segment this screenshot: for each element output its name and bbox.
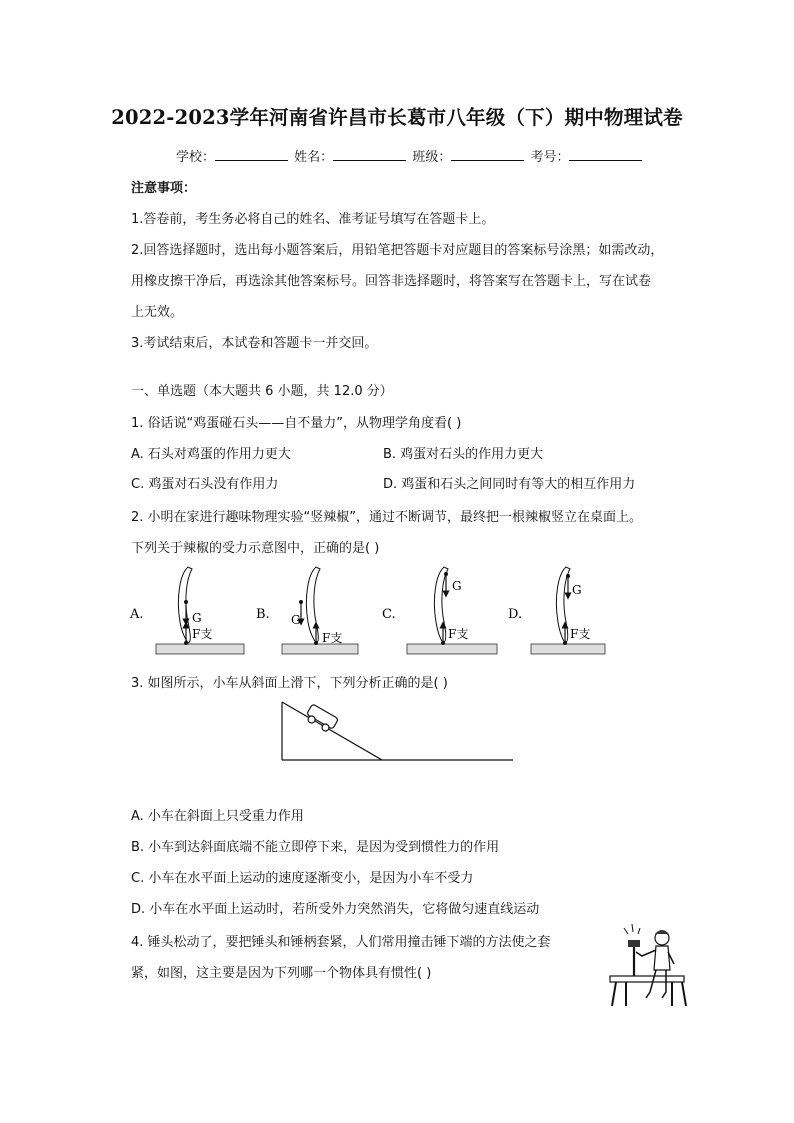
gravity-label: G xyxy=(291,613,301,627)
q2-stem-1: 2. 小明在家进行趣味物理实验“竖辣椒”，通过不断调节，最终把一根辣椒竖立在桌面上。 xyxy=(131,510,643,525)
support-label: F支 xyxy=(570,627,591,641)
person-hair xyxy=(655,930,669,934)
q2-label-b: B. xyxy=(256,607,270,622)
person-arm xyxy=(636,950,656,956)
pepper-shape xyxy=(178,567,192,643)
bench-leg xyxy=(612,982,616,1006)
gravity-point xyxy=(184,600,188,604)
q2-label-c: C. xyxy=(382,607,396,622)
gravity-point xyxy=(444,572,448,576)
bench-leg xyxy=(682,982,686,1006)
support-label: F支 xyxy=(448,627,469,641)
notice-item-2: 2.回答选择题时，选出每小题答案后，用铅笔把答题卡对应题目的答案标号涂黑；如需改动， xyxy=(131,243,664,258)
motion-lines xyxy=(624,924,640,934)
name-label: 姓名： xyxy=(294,150,334,165)
person-legs xyxy=(646,970,666,998)
notice-item-1: 1.答卷前，考生务必将自己的姓名、准考证号填写在答题卡上。 xyxy=(131,212,495,227)
notice-item-3: 3.考试结束后，本试卷和答题卡一并交回。 xyxy=(131,336,378,351)
notice-item-2-end: 上无效。 xyxy=(131,305,184,320)
support-point xyxy=(184,641,188,645)
gravity-point xyxy=(299,600,303,604)
cart xyxy=(304,704,339,734)
gravity-point xyxy=(566,574,570,578)
q2-diagram-c xyxy=(382,567,497,654)
q2-diagram-d xyxy=(508,567,605,654)
table-surface xyxy=(282,644,358,654)
support-label: F支 xyxy=(192,627,213,641)
class-label: 班级： xyxy=(412,150,452,165)
support-label: F支 xyxy=(322,631,343,645)
q1-option-b: B. 鸡蛋对石头的作用力更大 xyxy=(383,447,544,462)
page-title: 2022-2023学年河南省许昌市长葛市八年级（下）期中物理试卷 xyxy=(111,106,683,129)
q1-stem: 1. 俗话说“鸡蛋碰石头——自不量力”，从物理学角度看( ) xyxy=(131,416,462,431)
q2-diagram-a xyxy=(129,567,244,654)
q3-option-b: B. 小车到达斜面底端不能立即停下来，是因为受到惯性力的作用 xyxy=(131,840,500,855)
table-surface xyxy=(407,644,497,654)
q3-incline-diagram xyxy=(276,700,516,765)
person-body xyxy=(654,946,670,970)
pepper-shape xyxy=(306,567,320,643)
q4-stem-2: 紧，如图，这主要是因为下列哪一个物体具有惯性( ) xyxy=(131,966,432,981)
number-label: 考号： xyxy=(530,150,570,165)
hammer-illustration xyxy=(604,922,694,1010)
bench-top xyxy=(610,976,684,982)
q2-stem-2: 下列关于辣椒的受力示意图中，正确的是( ) xyxy=(131,541,380,556)
q2-force-diagrams xyxy=(126,562,666,662)
q1-option-c: C. 鸡蛋对石头没有作用力 xyxy=(131,477,279,492)
support-point xyxy=(314,641,318,645)
table-surface xyxy=(531,644,605,654)
name-blank xyxy=(333,146,406,161)
student-info-line xyxy=(176,146,644,165)
q3-option-d: D. 小车在水平面上运动时，若所受外力突然消失，它将做匀速直线运动 xyxy=(131,902,540,917)
notice-heading: 注意事项： xyxy=(131,181,197,196)
q3-option-c: C. 小车在水平面上运动的速度逐渐变小，是因为小车不受力 xyxy=(131,871,474,886)
hammer-head xyxy=(628,940,640,947)
q1-option-a: A. 石头对鸡蛋的作用力更大 xyxy=(131,447,291,462)
support-point xyxy=(563,641,567,645)
number-blank xyxy=(569,146,642,161)
q4-stem-1: 4. 锤头松动了，要把锤头和锤柄套紧，人们常用撞击锤下端的方法使之套 xyxy=(131,935,551,950)
gravity-label: G xyxy=(572,583,582,597)
gravity-label: G xyxy=(192,611,202,625)
q1-option-d: D. 鸡蛋和石头之间同时有等大的相互作用力 xyxy=(383,477,636,492)
gravity-label: G xyxy=(452,579,462,593)
school-label: 学校： xyxy=(176,150,216,165)
class-blank xyxy=(451,146,524,161)
table-surface xyxy=(156,644,244,654)
section-heading: 一、单选题（本大题共 6 小题，共 12.0 分） xyxy=(131,384,393,399)
incline-slope xyxy=(282,702,382,760)
q2-label-d: D. xyxy=(508,607,523,622)
support-point xyxy=(441,641,445,645)
q3-stem: 3. 如图所示，小车从斜面上滑下，下列分析正确的是( ) xyxy=(131,676,448,691)
school-blank xyxy=(215,146,288,161)
q2-label-a: A. xyxy=(130,607,144,622)
q2-diagram-b xyxy=(256,567,358,654)
q3-option-a: A. 小车在斜面上只受重力作用 xyxy=(131,809,304,824)
notice-item-2-cont: 用橡皮擦干净后，再选涂其他答案标号。回答非选择题时，将答案写在答题卡上，写在试卷 xyxy=(131,274,652,289)
